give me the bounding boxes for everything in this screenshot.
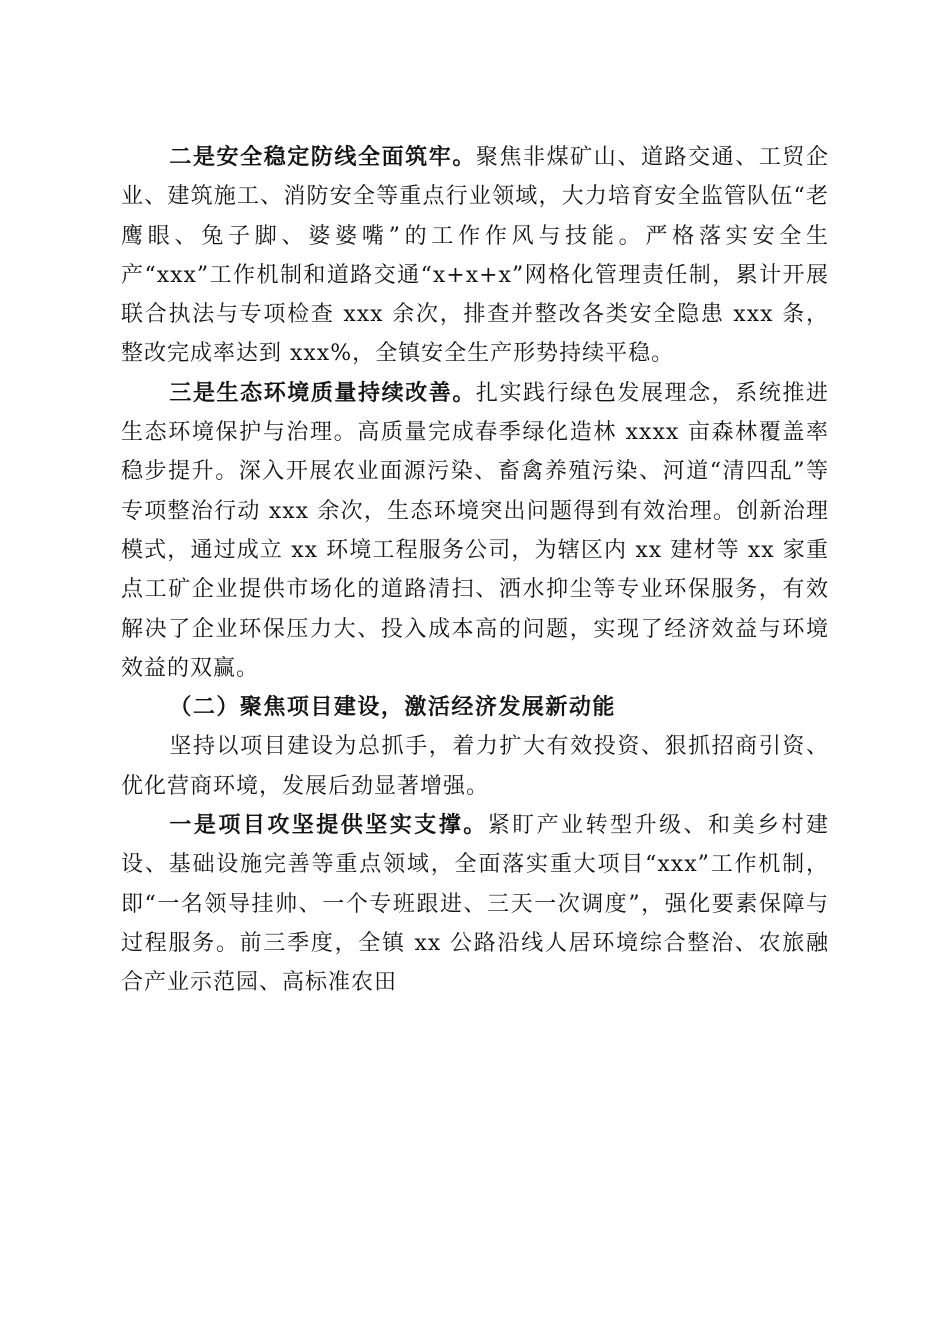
section-subheading: （二）聚焦项目建设，激活经济发展新动能: [169, 694, 616, 721]
paragraph-lead: 三是生态环境质量持续改善。: [169, 379, 476, 406]
paragraph-safety: [121, 138, 829, 374]
section-intro: 坚持以项目建设为总抓手，着力扩大有效投资、狠抓招商引资、优化营商环境，发展后劲显著增强。: [121, 734, 829, 799]
paragraph-lead: 二是安全稳定防线全面筑牢。: [169, 144, 476, 170]
document-body: [121, 138, 829, 1003]
paragraph-text: 紧盯产业转型升级、和美乡村建设、基础设施完善等重点领域，全面落实重大项目“xxx”工作机制，即“一名领导挂帅、一个专班跟进、三天一次调度”，强化要素保障与过程服务。前三季度，全镇 xx 公路沿线人居环境综合整治、农旅融合产业示范园、高标准农田: [121, 813, 829, 996]
paragraph-ecology: [121, 374, 829, 688]
paragraph-lead: 一是项目攻坚提供坚实支撑。: [169, 812, 488, 839]
paragraph-text: 聚焦非煤矿山、道路交通、工贸企业、建筑施工、消防安全等重点行业领域，大力培育安全监管队伍“老鹰眼、兔子脚、婆婆嘴”的工作作风与技能。严格落实安全生产“xxx”工作机制和道路交通“x+x+x”网格化管理责任制，累计开展联合执法与专项检查 xxx 余次，排查并整改各类安全隐患 xxx 条，整改完成率达到 xxx%，全镇安全生产形势持续平稳。: [121, 145, 829, 367]
paragraph-text: 扎实践行绿色发展理念，系统推进生态环境保护与治理。高质量完成春季绿化造林 xxxx 亩森林覆盖率稳步提升。深入开展农业面源污染、畜禽养殖污染、河道“清四乱”等专项整治行动 xxx 余次，生态环境突出问题得到有效治理。创新治理模式，通过成立 xx 环境工程服务公司，为辖区内 xx 建材等 xx 家重点工矿企业提供市场化的道路清扫、洒水抑尘等专业环保服务，有效解决了企业环保压力大、投入成本高的问题，实现了经济效益与环境效益的双赢。: [121, 380, 829, 681]
paragraph-projects: [121, 806, 829, 1002]
